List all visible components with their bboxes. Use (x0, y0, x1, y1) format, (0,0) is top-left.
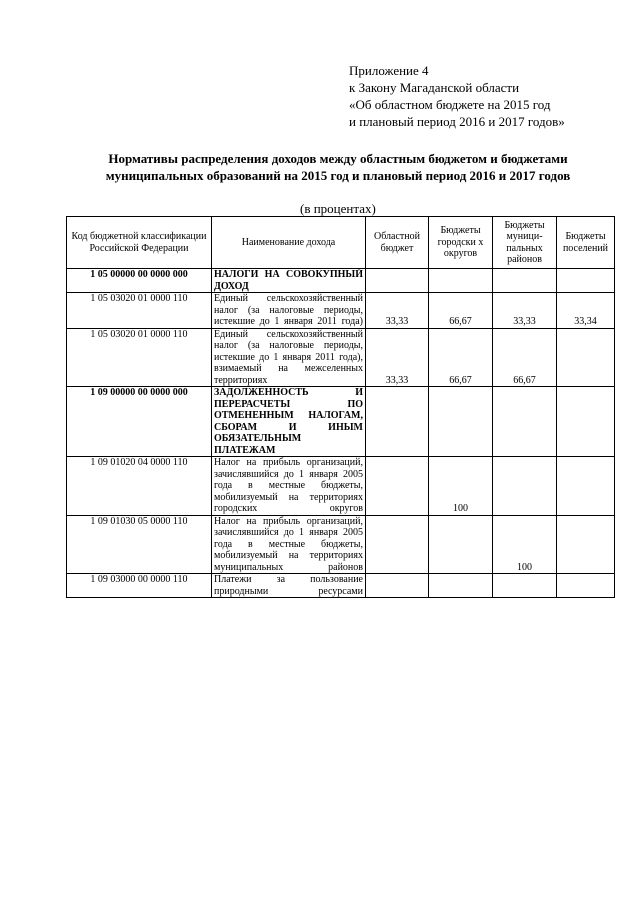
cell-code: 1 05 00000 00 0000 000 (67, 269, 212, 293)
cell-city (429, 269, 493, 293)
cell-code: 1 05 03020 01 0000 110 (67, 293, 212, 329)
appendix-note (349, 62, 629, 130)
table-header-row (67, 217, 615, 269)
cell-settlements (557, 515, 615, 574)
table-row (67, 293, 615, 329)
cell-municipal (493, 269, 557, 293)
cell-city: 66,67 (429, 293, 493, 329)
table-row (67, 387, 615, 457)
appendix-line: Приложение 4 (349, 63, 429, 78)
header-city: Бюджеты городски х округов (429, 217, 493, 269)
cell-municipal: 100 (493, 515, 557, 574)
distribution-table (66, 216, 615, 598)
table-row (67, 269, 615, 293)
header-settlements: Бюджеты поселений (557, 217, 615, 269)
cell-settlements (557, 457, 615, 516)
document-title (58, 150, 618, 184)
cell-name: Налог на прибыль организаций, зачислявшийся до 1 января 2005 года в местные бюджеты, мобилизуемый на территориях муниципальных районов (212, 515, 366, 574)
cell-regional (366, 457, 429, 516)
cell-code: 1 09 01030 05 0000 110 (67, 515, 212, 574)
cell-municipal (493, 574, 557, 598)
appendix-line: к Закону Магаданской области (349, 80, 520, 95)
cell-settlements (557, 328, 615, 387)
table-row (67, 515, 615, 574)
cell-name: Единый сельскохозяйственный налог (за налоговые периоды, истекшие до 1 января 2011 года), взимаемый на межселенных территориях (212, 328, 366, 387)
cell-city: 66,67 (429, 328, 493, 387)
cell-name: Налог на прибыль организаций, зачислявшийся до 1 января 2005 года в местные бюджеты, мобилизуемый на территориях городских округов (212, 457, 366, 516)
cell-regional (366, 574, 429, 598)
cell-city (429, 387, 493, 457)
title-line: муниципальных образований на 2015 год и плановый период 2016 и 2017 годов (105, 168, 571, 183)
cell-regional: 33,33 (366, 293, 429, 329)
appendix-line: и плановый период 2016 и 2017 годов» (349, 114, 565, 129)
cell-settlements: 33,34 (557, 293, 615, 329)
header-regional: Областной бюджет (366, 217, 429, 269)
header-municipal: Бюджеты муници-пальных районов (493, 217, 557, 269)
title-line: Нормативы распределения доходов между областным бюджетом и бюджетами (108, 151, 568, 166)
cell-city (429, 515, 493, 574)
table-row (67, 574, 615, 598)
header-name: Наименование дохода (212, 217, 366, 269)
cell-name: Платежи за пользование природными ресурсами (212, 574, 366, 598)
appendix-line: «Об областном бюджете на 2015 год (349, 97, 551, 112)
table-row (67, 457, 615, 516)
cell-name: НАЛОГИ НА СОВОКУПНЫЙ ДОХОД (212, 269, 366, 293)
cell-settlements (557, 387, 615, 457)
cell-settlements (557, 574, 615, 598)
cell-code: 1 09 00000 00 0000 000 (67, 387, 212, 457)
cell-code: 1 09 03000 00 0000 110 (67, 574, 212, 598)
cell-settlements (557, 269, 615, 293)
cell-code: 1 09 01020 04 0000 110 (67, 457, 212, 516)
cell-regional (366, 387, 429, 457)
cell-municipal (493, 457, 557, 516)
cell-municipal (493, 387, 557, 457)
header-code: Код бюджетной классификации Российской Федерации (67, 217, 212, 269)
cell-city: 100 (429, 457, 493, 516)
cell-municipal: 33,33 (493, 293, 557, 329)
units-note: (в процентах) (300, 201, 376, 216)
table-row (67, 328, 615, 387)
cell-name: ЗАДОЛЖЕННОСТЬ И ПЕРЕРАСЧЕТЫ ПО ОТМЕНЕННЫМ НАЛОГАМ, СБОРАМ И ИНЫМ ОБЯЗАТЕЛЬНЫМ ПЛАТЕЖАМ (212, 387, 366, 457)
cell-regional (366, 269, 429, 293)
cell-regional: 33,33 (366, 328, 429, 387)
cell-regional (366, 515, 429, 574)
cell-code: 1 05 03020 01 0000 110 (67, 328, 212, 387)
cell-name: Единый сельскохозяйственный налог (за налоговые периоды, истекшие до 1 января 2011 года) (212, 293, 366, 329)
cell-municipal: 66,67 (493, 328, 557, 387)
cell-city (429, 574, 493, 598)
